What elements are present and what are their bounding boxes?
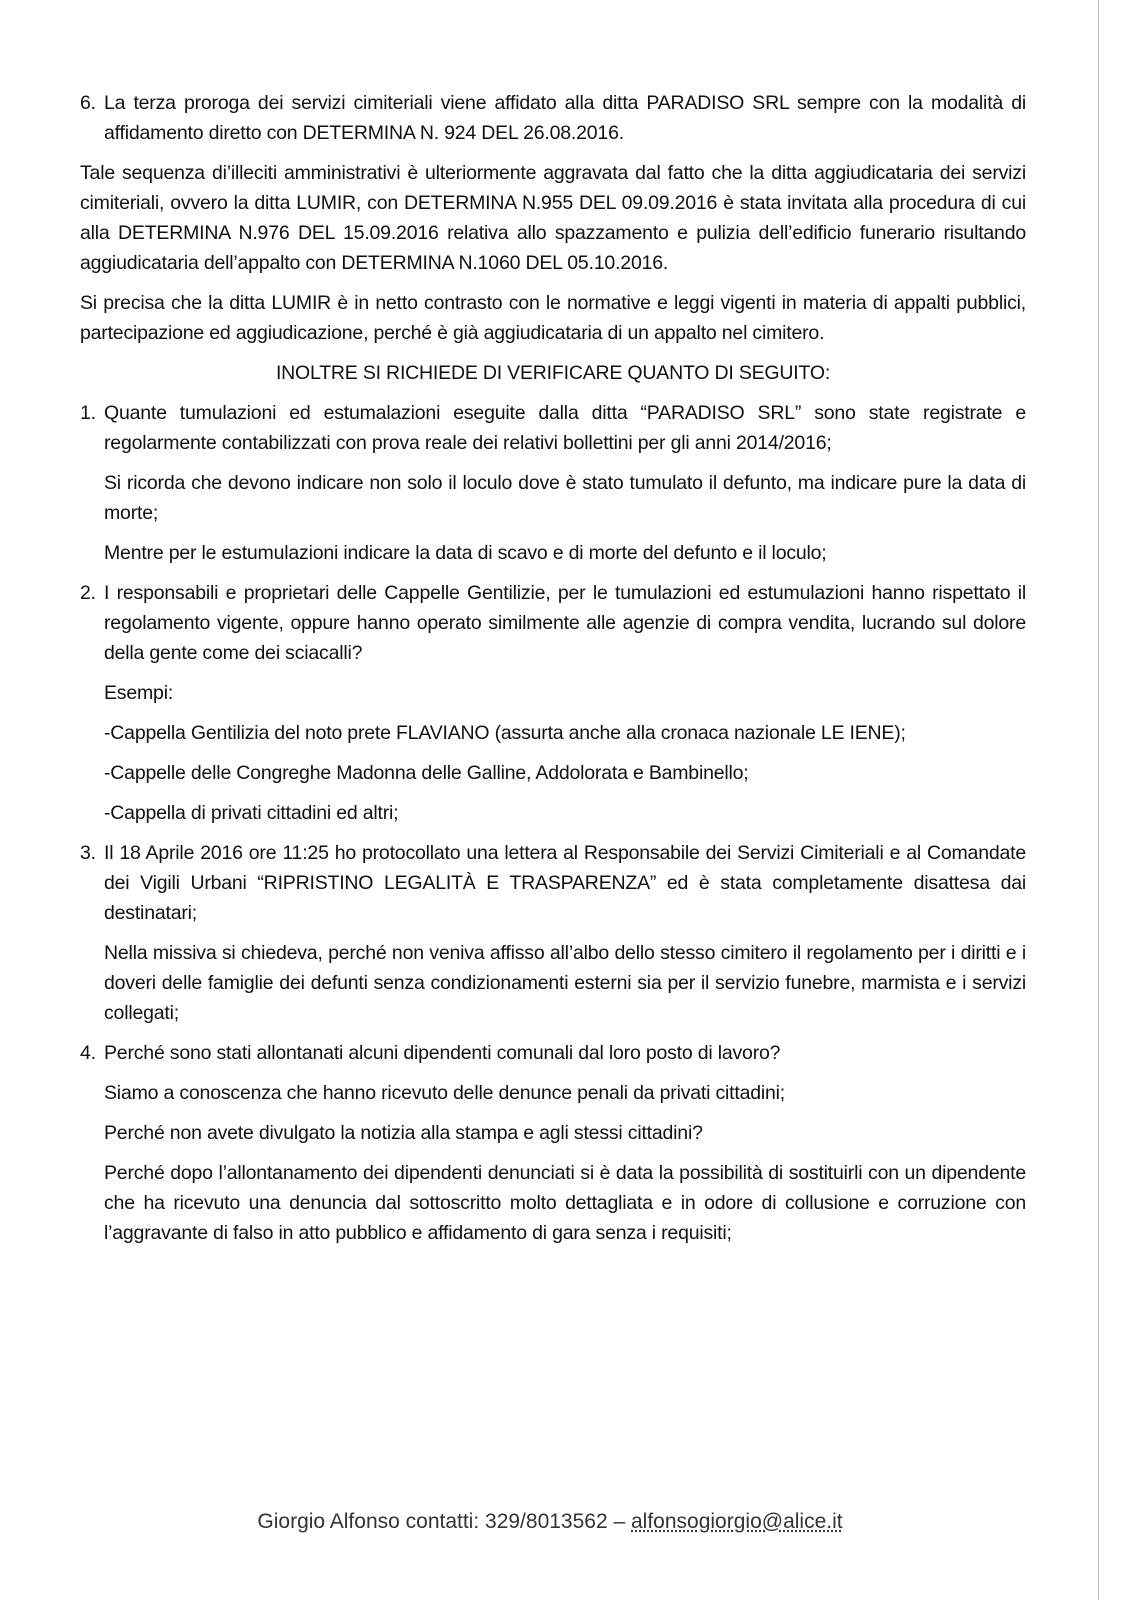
- item-text: Quante tumulazioni ed estumalazioni eseguite dalla ditta “PARADISO SRL” sono state registrate e regolarmente contabilizzati con prova reale dei relativi bollettini per gli anni 2014/2016;: [104, 402, 1026, 454]
- scan-edge-line: [1098, 0, 1099, 1600]
- footer-contact: [0, 1510, 1100, 1534]
- numbered-item: [80, 1038, 1026, 1068]
- numbered-item: [80, 838, 1026, 928]
- item-number: 1.: [80, 402, 96, 424]
- sub-paragraph: Nella missiva si chiedeva, perché non veniva affisso all’albo dello stesso cimitero il regolamento per i diritti e i doveri delle famiglie dei defunti senza condizionamenti esterni sia per il servizio funebre, marmista e i servizi collegati;: [104, 942, 1026, 1024]
- sub-paragraph: Perché non avete divulgato la notizia alla stampa e agli stessi cittadini?: [104, 1122, 703, 1144]
- sub-paragraph: -Cappella di privati cittadini ed altri;: [104, 802, 399, 824]
- sub-paragraph: -Cappella Gentilizia del noto prete FLAVIANO (assurta anche alla cronaca nazionale LE IENE);: [104, 722, 906, 744]
- paragraph: Tale sequenza di’illeciti amministrativi è ulteriormente aggravata dal fatto che la ditta aggiudicataria dei servizi cimiteriali, ovvero la ditta LUMIR, con DETERMINA N.955 DEL 09.09.2016 è stata invitata alla procedura di cui alla DETERMINA N.976 DEL 15.09.2016 relativa allo spazzamento e pulizia dell’edificio funerario risultando aggiudicataria dell’appalto con DETERMINA N.1060 DEL 05.10.2016.: [80, 162, 1026, 274]
- section-heading: INOLTRE SI RICHIEDE DI VERIFICARE QUANTO DI SEGUITO:: [275, 362, 831, 384]
- item-number: 2.: [80, 582, 96, 604]
- footer-email-link[interactable]: alfonsogiorgio@alice.it: [631, 1510, 843, 1533]
- sub-paragraph: Siamo a conoscenza che hanno ricevuto delle denunce penali da privati cittadini;: [104, 1082, 786, 1104]
- item-text: Il 18 Aprile 2016 ore 11:25 ho protocollato una lettera al Responsabile dei Servizi Cimiteriali e al Comandate dei Vigili Urbani “RIPRISTINO LEGALITÀ E TRASPARENZA” ed è stata completamente disattesa dai destinatari;: [104, 842, 1026, 924]
- paragraph: Si precisa che la ditta LUMIR è in netto contrasto con le normative e leggi vigenti in materia di appalti pubblici, partecipazione ed aggiudicazione, perché è già aggiudicataria di un appalto nel cimitero.: [80, 292, 1026, 344]
- item-number: 3.: [80, 842, 96, 864]
- item-number: 6.: [80, 92, 96, 114]
- numbered-item: [80, 398, 1026, 458]
- sub-paragraph: Mentre per le estumulazioni indicare la data di scavo e di morte del defunto e il loculo;: [104, 542, 827, 564]
- numbered-item: [80, 578, 1026, 668]
- footer-text: Giorgio Alfonso contatti: 329/8013562 –: [257, 1510, 631, 1533]
- item-text: I responsabili e proprietari delle Cappelle Gentilizie, per le tumulazioni ed estumulazioni hanno rispettato il regolamento vigente, oppure hanno operato similmente alle agenzie di compra vendita, lucrando sul dolore della gente come dei sciacalli?: [104, 582, 1026, 664]
- sub-paragraph: Si ricorda che devono indicare non solo il loculo dove è stato tumulato il defunto, ma indicare pure la data di morte;: [104, 472, 1026, 524]
- item-text: La terza proroga dei servizi cimiteriali viene affidato alla ditta PARADISO SRL sempre con la modalità di affidamento diretto con DETERMINA N. 924 DEL 26.08.2016.: [104, 92, 1026, 144]
- sub-paragraph: Perché dopo l’allontanamento dei dipendenti denunciati si è data la possibilità di sostituirli con un dipendente che ha ricevuto una denuncia dal sottoscritto molto dettagliata e in odore di collusione e corruzione con l’aggravante di falso in atto pubblico e affidamento di gara senza i requisiti;: [104, 1162, 1026, 1244]
- document-body: [80, 88, 1026, 1258]
- sub-paragraph: -Cappelle delle Congreghe Madonna delle Galline, Addolorata e Bambinello;: [104, 762, 749, 784]
- item-number: 4.: [80, 1042, 96, 1064]
- sub-paragraph: Esempi:: [104, 682, 174, 704]
- item-text: Perché sono stati allontanati alcuni dipendenti comunali dal loro posto di lavoro?: [104, 1042, 781, 1064]
- numbered-item: [80, 88, 1026, 148]
